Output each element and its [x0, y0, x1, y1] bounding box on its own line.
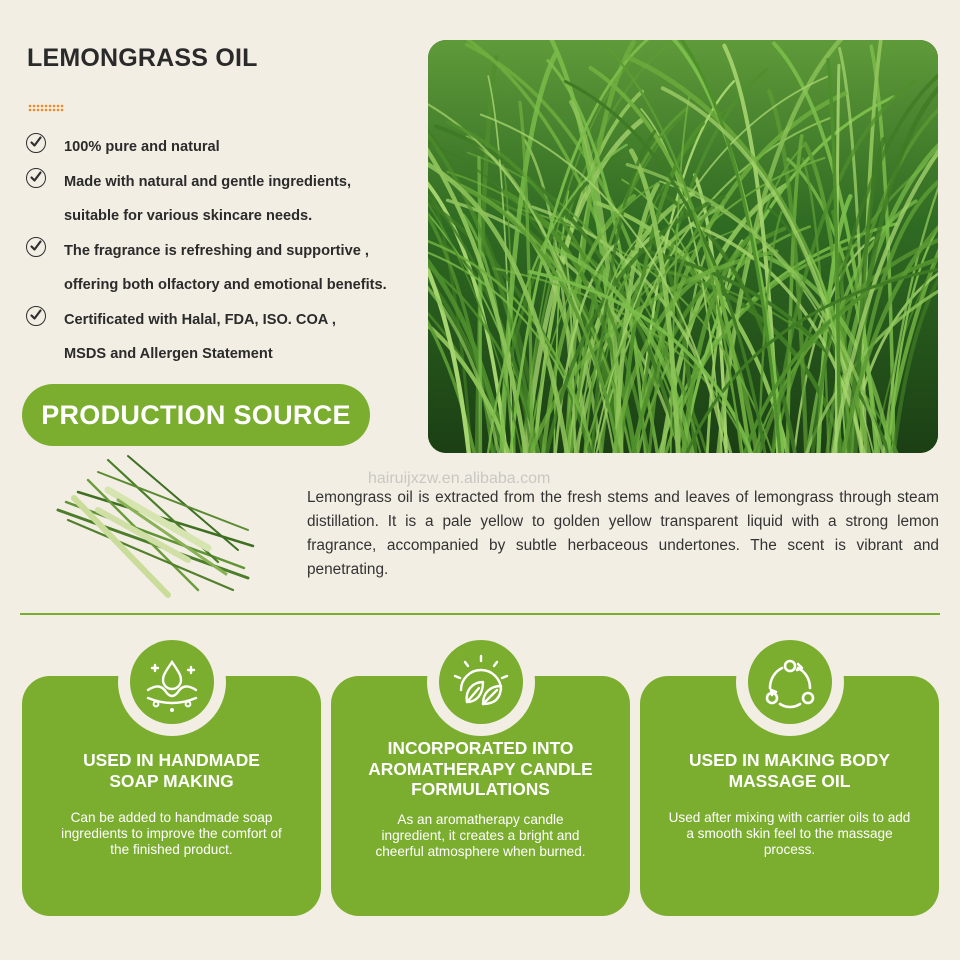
- check-circle-icon: [26, 306, 46, 326]
- feature-text: suitable for various skincare needs.: [64, 208, 313, 224]
- feature-text: The fragrance is refreshing and supportive ,: [64, 242, 369, 259]
- production-source-heading: PRODUCTION SOURCE: [22, 384, 370, 446]
- feature-item: [26, 303, 426, 372]
- use-card-title: USED IN MAKING BODY MASSAGE OIL: [689, 750, 890, 791]
- production-description: Lemongrass oil is extracted from the fresh stems and leaves of lemongrass through steam distillation. It is a pale yellow to golden yellow transparent liquid with a strong lemon fragrance, accompanied by subtle herbaceous undertones. The scent is vibrant and penetrating.: [307, 489, 939, 578]
- check-circle-icon: [26, 168, 46, 188]
- check-circle-icon: [26, 133, 46, 153]
- use-card-text: As an aromatherapy candle ingredient, it creates a bright and cheerful atmosphere when burned.: [375, 812, 586, 859]
- feature-item: [26, 130, 426, 165]
- grass-illustration: [428, 40, 938, 453]
- feature-text: offering both olfactory and emotional benefits.: [64, 277, 387, 293]
- decorative-dots: [28, 104, 64, 112]
- lemongrass-stalks-image: [48, 450, 258, 600]
- icon-badge: [427, 628, 535, 736]
- page-title: LEMONGRASS OIL: [27, 44, 258, 72]
- section-divider: [20, 613, 940, 615]
- use-card-text: Can be added to handmade soap ingredients to improve the comfort of the finished product.: [61, 810, 282, 857]
- leaf-sun-icon: [439, 640, 523, 724]
- use-card-title: INCORPORATED INTO AROMATHERAPY CANDLE FORMULATIONS: [368, 738, 593, 799]
- feature-item: [26, 165, 426, 234]
- use-card-text: Used after mixing with carrier oils to add a smooth skin feel to the massage process.: [668, 810, 911, 857]
- cycle-arrows-icon: [748, 640, 832, 724]
- feature-item: [26, 234, 426, 303]
- use-card-candle: [331, 676, 630, 916]
- feature-list: [26, 130, 426, 372]
- watermark: hairuijxzw.en.alibaba.com: [368, 470, 551, 487]
- use-card-soap: [22, 676, 321, 916]
- feature-text: Made with natural and gentle ingredients,: [64, 173, 352, 190]
- icon-badge: [118, 628, 226, 736]
- lemongrass-field-photo: [428, 40, 938, 453]
- check-circle-icon: [26, 237, 46, 257]
- icon-badge: [736, 628, 844, 736]
- feature-text: Certificated with Halal, FDA, ISO. COA ,: [64, 311, 336, 328]
- oil-drop-skin-icon: [130, 640, 214, 724]
- feature-text: 100% pure and natural: [64, 139, 220, 155]
- use-card-title: USED IN HANDMADE SOAP MAKING: [83, 750, 260, 791]
- feature-text: MSDS and Allergen Statement: [64, 346, 273, 362]
- use-card-massage: [640, 676, 939, 916]
